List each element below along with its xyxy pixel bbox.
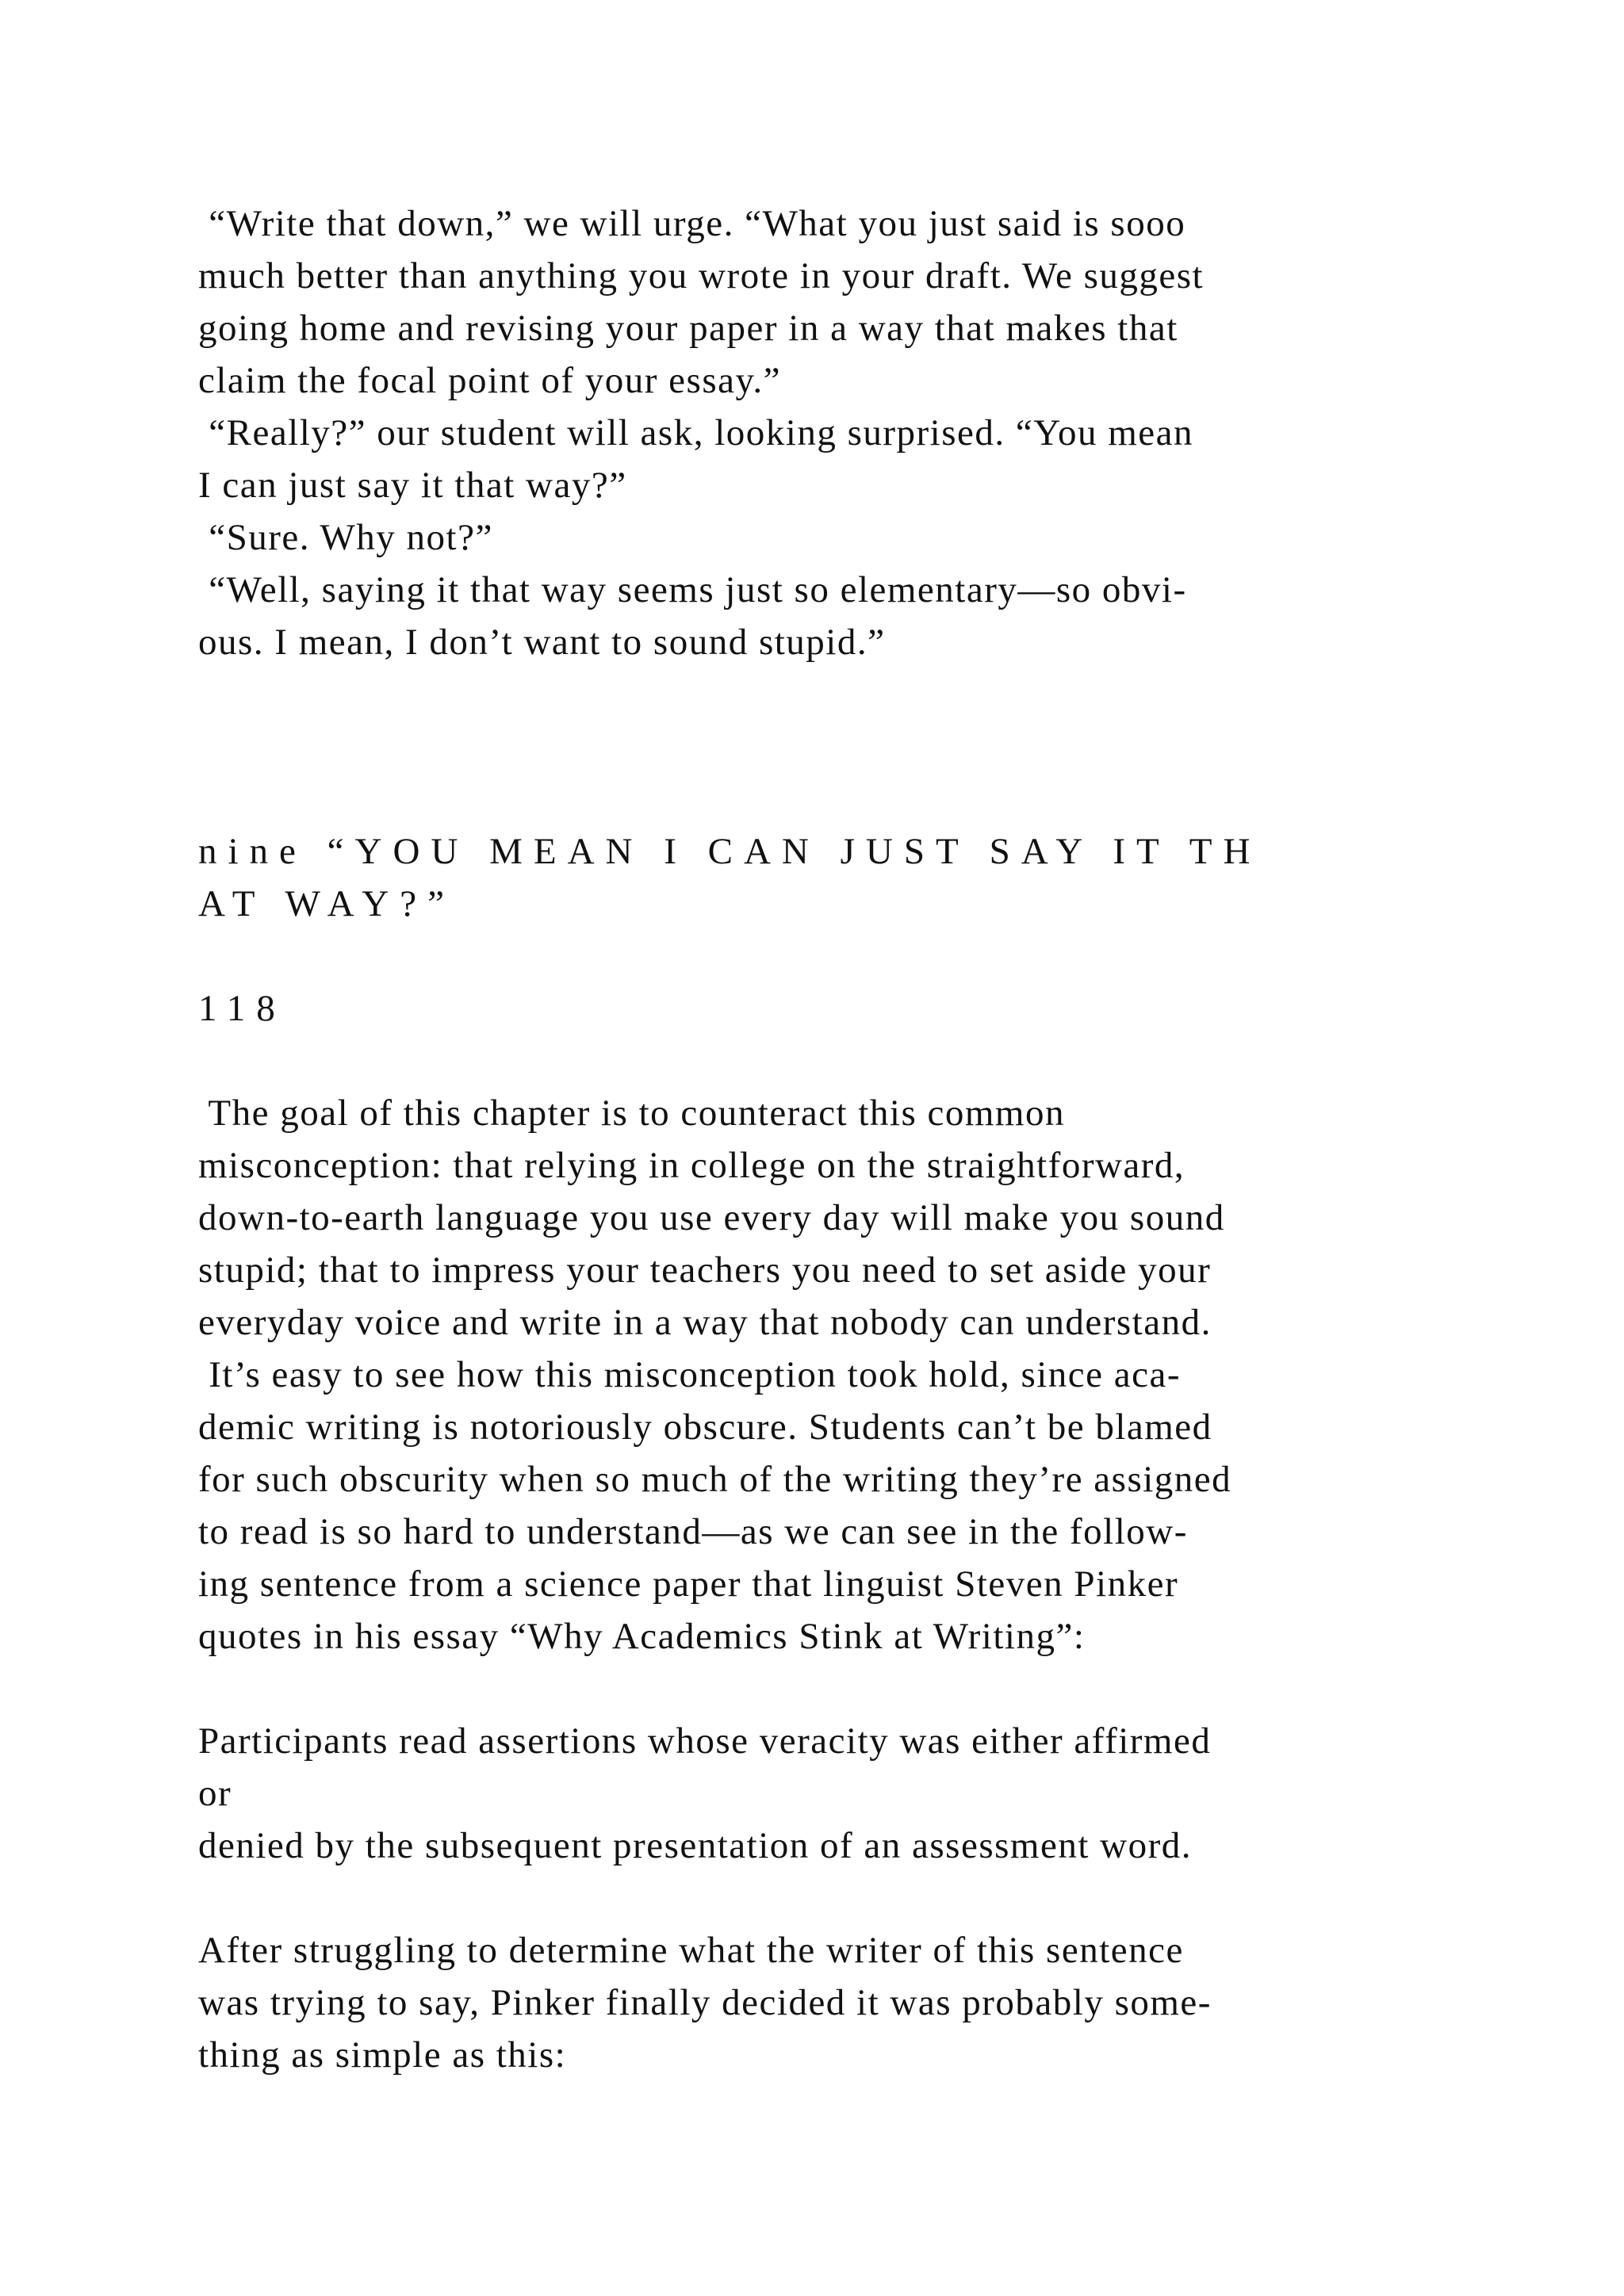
paragraph-line: After struggling to determine what the writer of this sentence [198, 1930, 1184, 1971]
paragraph-line: stupid; that to impress your teachers you need to set aside your [198, 1249, 1212, 1291]
body-paragraph [198, 1924, 1610, 2081]
chapter-heading-line: nine “YOU MEAN I CAN JUST SAY IT TH [198, 831, 1262, 872]
quotation-line: or [198, 1773, 232, 1814]
paragraph-line: down-to-earth language you use every day will make you sound [198, 1197, 1225, 1238]
spacer [198, 1035, 1610, 1087]
dialogue-line: claim the focal point of your essay.” [198, 360, 782, 401]
paragraph-line: ing sentence from a science paper that linguist Steven Pinker [198, 1563, 1179, 1605]
paragraph-line: to read is so hard to understand—as we can see in the follow- [198, 1511, 1188, 1552]
paragraph-line: thing as simple as this: [198, 2034, 567, 2076]
quotation-line: denied by the subsequent presentation of an assessment word. [198, 1825, 1192, 1866]
chapter-heading-line: AT WAY?” [198, 883, 455, 924]
chapter-heading [198, 825, 1610, 930]
spacer [198, 930, 1610, 982]
dialogue-line: going home and revising your paper in a way that makes that [198, 308, 1178, 349]
dialogue-line: much better than anything you wrote in your draft. We suggest [198, 255, 1205, 297]
page-number: 118 [198, 988, 286, 1029]
dialogue-block [198, 197, 1610, 668]
spacer [198, 668, 1610, 721]
dialogue-line: “Sure. Why not?” [198, 517, 493, 558]
paragraph-line: It’s easy to see how this misconception took hold, since aca- [198, 1354, 1182, 1395]
paragraph-line: demic writing is notoriously obscure. Students can’t be blamed [198, 1406, 1212, 1448]
dialogue-line: “Well, saying it that way seems just so elementary—so obvi- [198, 569, 1187, 610]
dialogue-line: “Write that down,” we will urge. “What you just said is sooo [198, 203, 1186, 244]
document-page [198, 197, 1610, 2081]
dialogue-line: I can just say it that way?” [198, 465, 627, 506]
body-paragraph [198, 1087, 1610, 1663]
paragraph-line: quotes in his essay “Why Academics Stink at Writing”: [198, 1616, 1086, 1657]
block-quotation [198, 1715, 1610, 1872]
spacer [198, 1872, 1610, 1924]
paragraph-line: for such obscurity when so much of the writing they’re assigned [198, 1459, 1232, 1500]
quotation-line: Participants read assertions whose veracity was either affirmed [198, 1720, 1212, 1762]
paragraph-line: misconception: that relying in college on the straightforward, [198, 1145, 1185, 1186]
paragraph-line: was trying to say, Pinker finally decided it was probably some- [198, 1982, 1212, 2023]
dialogue-line: “Really?” our student will ask, looking surprised. “You mean [198, 412, 1194, 453]
spacer [198, 1663, 1610, 1715]
spacer [198, 721, 1610, 773]
dialogue-line: ous. I mean, I don’t want to sound stupid.” [198, 622, 886, 663]
paragraph-line: The goal of this chapter is to counteract this common [198, 1093, 1065, 1134]
spacer [198, 773, 1610, 825]
paragraph-line: everyday voice and write in a way that nobody can understand. [198, 1302, 1212, 1343]
